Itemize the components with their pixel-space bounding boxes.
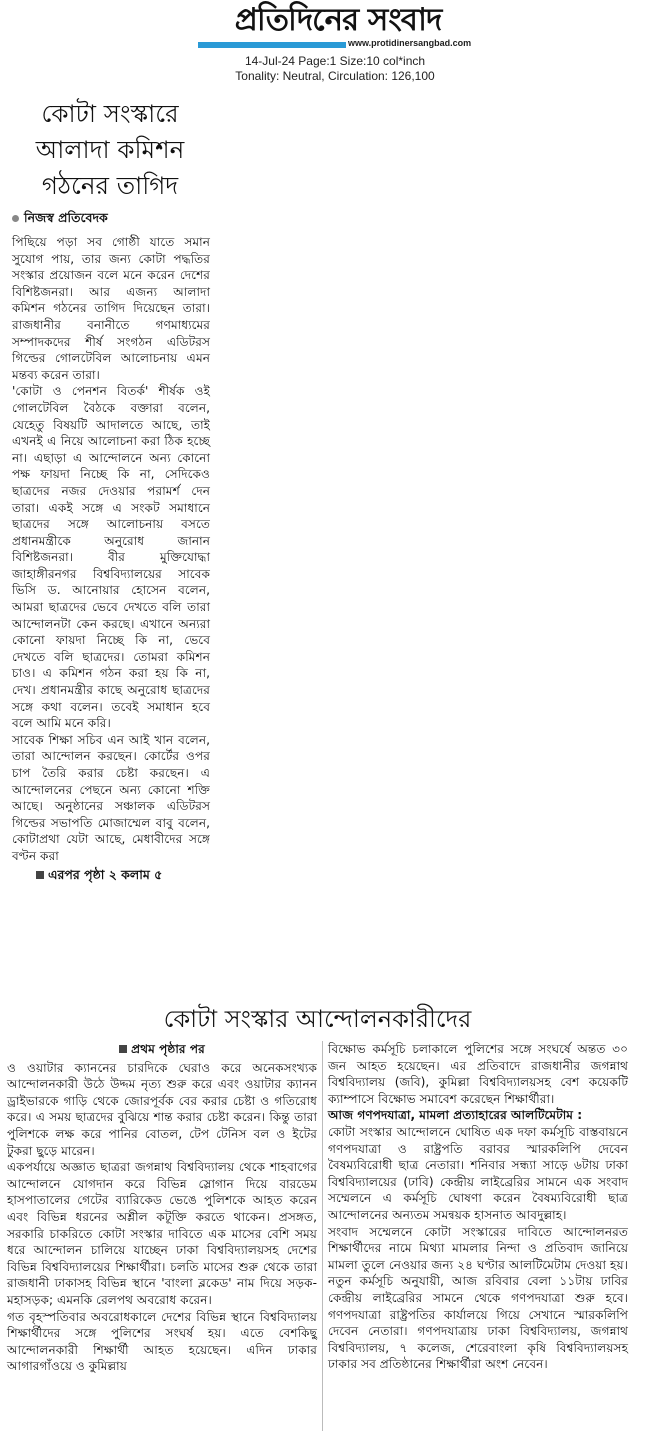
article-1-headline (8, 96, 212, 204)
clipping-meta-date-size: 14-Jul-24 Page:1 Size:10 col*inch (244, 54, 426, 68)
paragraph: 'কোটা ও পেনশন বিতর্ক' শীর্ষক ওই গোলটেবিল বৈঠকে বক্তারা বলেন, যেহেতু বিষয়টি আদালতে আছে, তাই এখনই এ নিয়ে আলোচনা করা ঠিক হচ্ছে না। এছাড়া এ আন্দোলনে অন্য কোনো পক্ষ ফায়দা নিচ্ছে কি না, সেদিকেও ছাত্রদের নজর দেওয়ার পরামর্শ দেন তারা। একই সঙ্গে এ সংকট সমাধানে ছাত্রদের সঙ্গে আলোচনায় বসতে প্রধানমন্ত্রীকে অনুরোধ জানান বিশিষ্টজনরা। বীর মুক্তিযোদ্ধা জাহাঙ্গীরনগর বিশ্ববিদ্যালয়ের সাবেক ভিসি ড. আনোয়ার হোসেন বলেন, আমরা ছাত্রদের ভেবে দেখতে বলি তারা আন্দোলনটা কেন করছে। এখানে অন্যরা কোনো ফায়দা নিচ্ছে কি না, ভেবে দেখতে বলি ছাত্রদের। তোমরা কমিশন চাও। এ কমিশন গঠন করা হয় কি না, দেখ। প্রধানমন্ত্রীর কাছে অনুরোধ ছাত্রদের সঙ্গে কথা বলেন। তবেই সমাধান হবে বলে আমি মনে করি। (12, 384, 210, 731)
paragraph: কোটা সংস্কার আন্দোলনে ঘোষিত এক দফা কর্মসূচি বাস্তবায়নে গণপদযাত্রা ও রাষ্ট্রপতি বরাবর স্মারকলিপি দেবেন বৈষম্যবিরোধী ছাত্র নেতারা। শনিবার সন্ধ্যা সাড়ে ৬টায় ঢাকা বিশ্ববিদ্যালয়ের (ঢাবি) কেন্দ্রীয় লাইব্রেরির সামনে এক সংবাদ সম্মেলনে এ কর্মসূচি ঘোষণা করেন বৈষম্যবিরোধী ছাত্র আন্দোলনের অন্যতম সমন্বয়ক হাসনাত আবদুল্লাহ। (328, 1124, 628, 1222)
subheading: আজ গণপদযাত্রা, মামলা প্রত্যাহারের আলটিমেটাম : (328, 1108, 583, 1123)
byline-text: নিজস্ব প্রতিবেদক (24, 210, 108, 225)
bullet-icon (12, 215, 19, 222)
article-2-right-column (328, 1041, 628, 1373)
paragraph: পিছিয়ে পড়া সব গোষ্ঠী যাতে সমান সুযোগ পায়, তার জন্য কোটা পদ্ধতির সংস্কার প্রয়োজন বলে মনে করেন দেশের বিশিষ্টজনরা। আর এজন্য আলাদা কমিশন গঠনের তাগিদ দিয়েছেন তারা। রাজধানীর বনানীতে গণমাধ্যমের সম্পাদকদের শীর্ষ সংগঠন এডিটরস গিল্ডের গোলটেবিল আলোচনায় এমন মন্তব্য করেন তারা। (12, 235, 210, 382)
paragraph: গত বৃহস্পতিবার অবরোধকালে দেশের বিভিন্ন স্থানে বিশ্ববিদ্যালয় শিক্ষার্থীদের সঙ্গে পুলিশের সংঘর্ষ হয়। এতে বেশকিছু আন্দোলনকারী শিক্ষার্থী আহত হয়েছেন। এদিন ঢাকার আগারগাঁওয়ে ও কুমিল্লায় (7, 1309, 317, 1374)
headline-line-2: আলাদা কমিশন (35, 135, 185, 164)
paragraph: সাবেক শিক্ষা সচিব এন আই খান বলেন, তারা আন্দোলন করছেন। কোর্টের ওপর চাপ তৈরি করার চেষ্টা করছেন। এ আন্দোলনের পেছনে অন্য কোনো শক্তি আছে। অনুষ্ঠানের সঞ্চালক এডিটরস গিল্ডের সভাপতি মোজাম্মেল বাবু বলেন, কোটাপ্রথা যেটা আছে, মেধাবীদের সঙ্গে বণ্টন করা (12, 732, 210, 863)
article-2-left-column (7, 1041, 317, 1375)
newspaper-logo: প্রতিদিনের সংবাদ (234, 2, 442, 38)
square-bullet-icon (36, 871, 44, 879)
continued-from-note (7, 1041, 317, 1058)
column-divider (322, 1041, 323, 1431)
continued-on-text: এরপর পৃষ্ঠা ২ কলাম ৫ (48, 866, 163, 882)
paragraph: বিক্ষোভ কর্মসূচি চলাকালে পুলিশের সঙ্গে সংঘর্ষে অন্তত ৩০ জন আহত হয়েছেন। এর প্রতিবাদে রাজধানীর জগন্নাথ বিশ্ববিদ্যালয় (জবি), কুমিল্লা বিশ্ববিদ্যালয়সহ বেশ কয়েকটি ক্যাম্পাসে বিক্ষোভ সমাবেশ করেছেন শিক্ষার্থীরা। (328, 1042, 628, 1106)
article-1-clipping (8, 88, 212, 988)
continued-from-text: প্রথম পৃষ্ঠার পর (131, 1042, 205, 1056)
clipping-meta-tonality: Tonality: Neutral, Circulation: 126,100 (235, 69, 435, 83)
square-bullet-icon (119, 1045, 127, 1053)
article-1-body (8, 234, 212, 865)
byline (12, 210, 212, 230)
article-2-headline: কোটা সংস্কার আন্দোলনকারীদের (163, 1005, 472, 1033)
masthead (0, 0, 670, 90)
logo-underline (198, 42, 346, 48)
website-url: www.protidinersangbad.com (348, 38, 472, 48)
continued-on-note (36, 867, 212, 887)
headline-line-3: গঠনের তাগিদ (41, 171, 179, 200)
paragraph: সংবাদ সম্মেলনে কোটা সংস্কারের দাবিতে আন্দোলনরত শিক্ষার্থীদের নামে মিথ্যা মামলার নিন্দা ও প্রতিবাদ জানিয়ে মামলা তুলে নেওয়ার জন্য ২৪ ঘণ্টার আলটিমেটাম দেওয়া হয়। নতুন কর্মসূচি অনুযায়ী, আজ রবিবার বেলা ১১টায় ঢাবির কেন্দ্রীয় লাইব্রেরির সামনে থেকে গণপদযাত্রা শুরু হবে। গণপদযাত্রা রাষ্ট্রপতির কার্যালয়ে গিয়ে সেখানে স্মারকলিপি দেবেন নেতারা। গণপদযাত্রায় ঢাকা বিশ্ববিদ্যালয়, জগন্নাথ বিশ্ববিদ্যালয়, ৭ কলেজ, শেরেবাংলা কৃষি বিশ্ববিদ্যালয়সহ ঢাকার সব প্রতিষ্ঠানের শিক্ষার্থীরা অংশ নেবেন। (328, 1224, 628, 1372)
headline-line-1: কোটা সংস্কারে (41, 99, 179, 128)
paragraph: একপর্যায়ে অজ্ঞাত ছাত্ররা জগন্নাথ বিশ্ববিদ্যালয় থেকে শাহবাগের আন্দোলনে যোগদান করে বিভিন্ন স্লোগান দিয়ে বারডেম হাসপাতালের গেটের ব্যারিকেড ভেঙে পুলিশকে আহত করেন এবং বিভিন্ন ধরনের অশ্লীল কটূক্তি করতে থাকেন। প্রসঙ্গত, সরকারি চাকরিতে কোটা সংস্কার দাবিতে এক মাসের বেশি সময় ধরে আন্দোলন চালিয়ে যাচ্ছেন ঢাকা বিশ্ববিদ্যালয়সহ দেশের বিভিন্ন বিশ্ববিদ্যালয়ের শিক্ষার্থীরা। চলতি মাসের শুরু থেকে তারা রাজধানী ঢাকাসহ বিভিন্ন স্থানে 'বাংলা ব্লকেড' নাম দিয়ে সড়ক-মহাসড়ক; এমনকি রেলপথ অবরোধ করেন। (7, 1160, 317, 1307)
article-2-clipping (0, 995, 635, 1440)
paragraph: ও ওয়াটার ক্যাননের চারদিকে ঘেরাও করে অনেকসংখ্যক আন্দোলনকারী উঠে উদ্দম নৃত্য শুরু করে এবং ওয়াটার ক্যানন ড্রাইভারকে গাড়ি থেকে জোরপূর্বক বের করার চেষ্টা ও গতিরোধ করে। এ সময় ছাত্রদের বুঝিয়ে শান্ত করার চেষ্টা করেন। কিন্তু তারা পুলিশকে লক্ষ করে পানির বোতল, টেপ টেনিস বল ও ইটের টুকরা ছুড়ে মারেন। (7, 1060, 317, 1158)
